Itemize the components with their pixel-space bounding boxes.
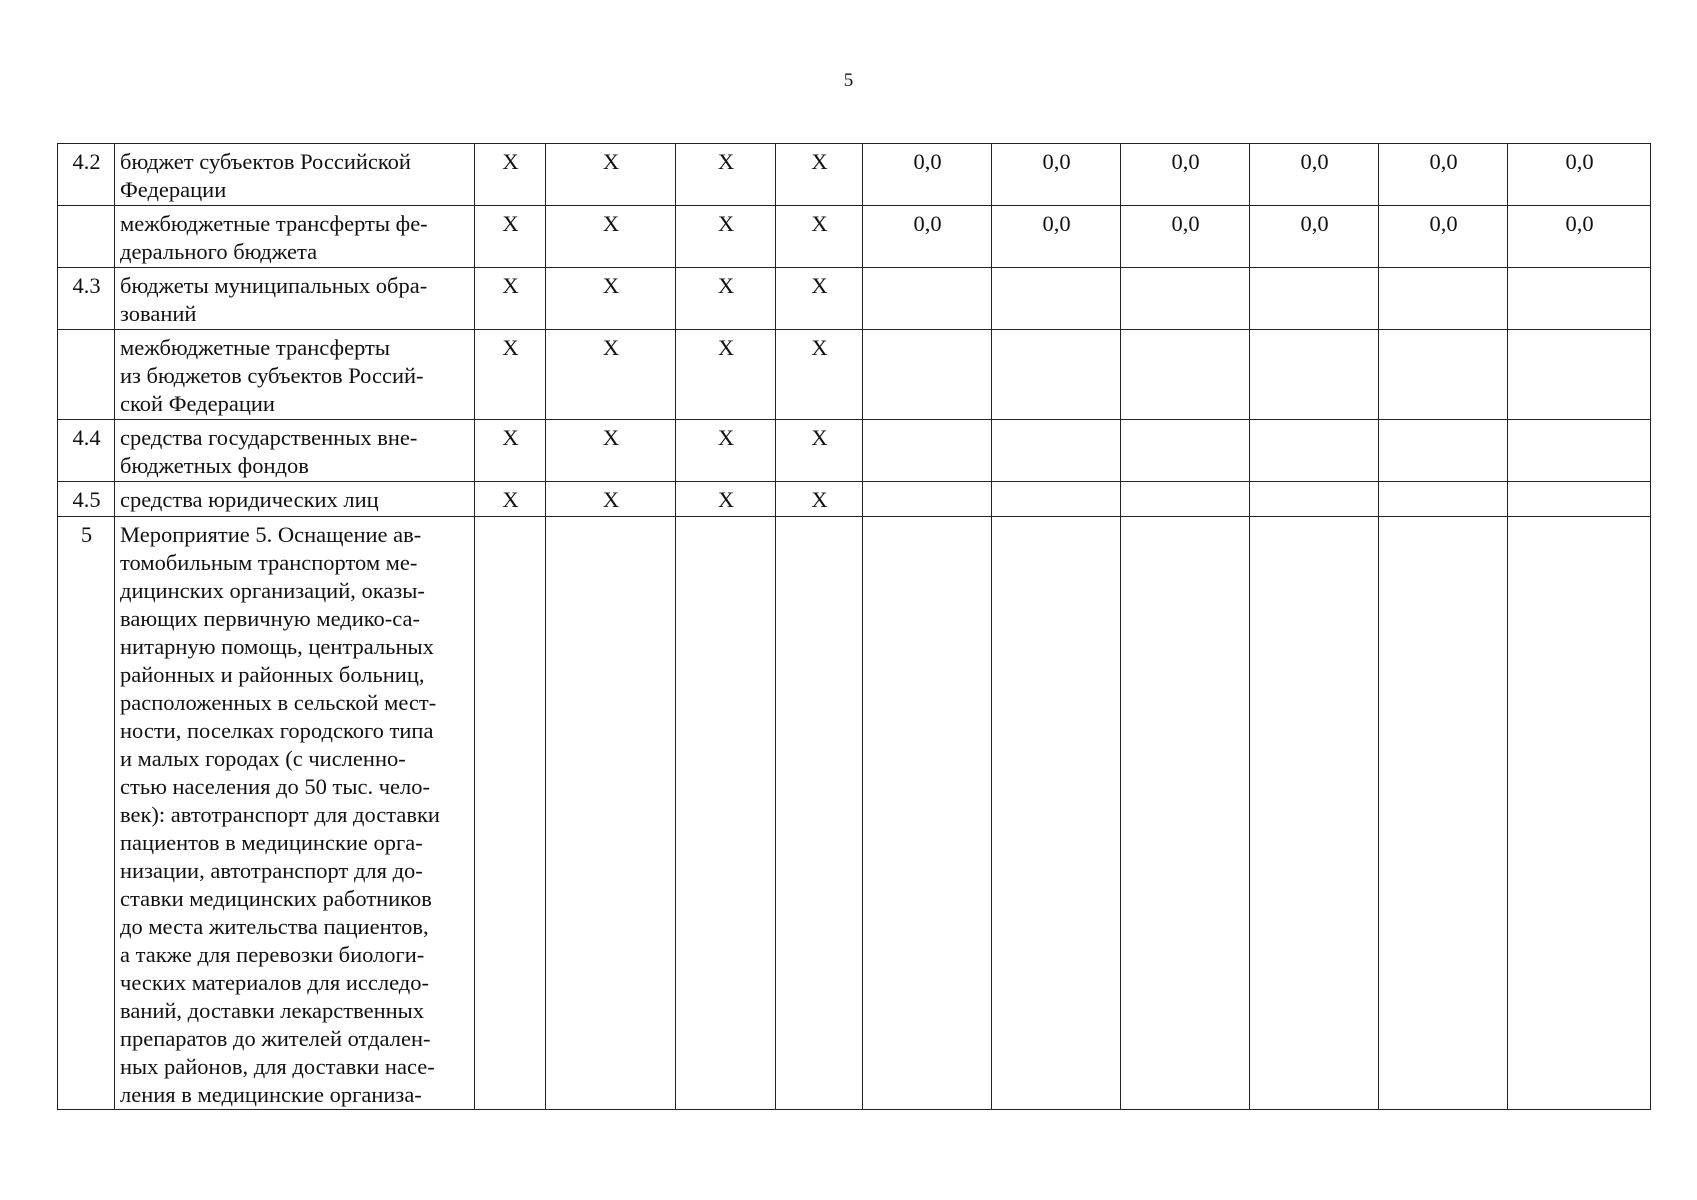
description-line: районных и районных больниц,: [120, 662, 425, 687]
value-cell: [1379, 420, 1508, 482]
value-cell: [1508, 330, 1651, 420]
row-description: [115, 268, 475, 330]
description-line: ческих материалов для исследо-: [120, 970, 429, 995]
x-mark-cell: X: [776, 420, 863, 482]
value-cell: [1250, 268, 1379, 330]
value-cell: [1379, 268, 1508, 330]
description-line: расположенных в сельской мест-: [120, 690, 437, 715]
row-number: [58, 206, 115, 268]
description-line: вающих первичную медико-са-: [120, 606, 421, 631]
value-cell: [1250, 482, 1379, 517]
row-number: 4.2: [58, 144, 115, 206]
value-cell: 0,0: [1121, 206, 1250, 268]
value-cell: [1121, 420, 1250, 482]
value-cell: [992, 517, 1121, 1110]
description-line: томобильным транспортом ме-: [120, 550, 418, 575]
value-cell: [1379, 517, 1508, 1110]
value-cell: [1379, 330, 1508, 420]
x-mark-cell: X: [676, 420, 776, 482]
description-line: низации, автотранспорт для до-: [120, 858, 423, 883]
description-line: ской Федерации: [120, 391, 275, 416]
row-number: 4.5: [58, 482, 115, 517]
x-mark-cell: X: [546, 482, 676, 517]
x-mark-cell: X: [546, 420, 676, 482]
value-cell: [1508, 517, 1651, 1110]
x-mark-cell: [676, 517, 776, 1110]
description-line: из бюджетов субъектов Россий-: [120, 363, 424, 388]
description-line: ления в медицинские организа-: [120, 1082, 422, 1107]
value-cell: 0,0: [1121, 144, 1250, 206]
value-cell: [992, 482, 1121, 517]
description-line: средства государственных вне-: [120, 425, 418, 450]
value-cell: [863, 268, 992, 330]
description-line: ных районов, для доставки насе-: [120, 1054, 435, 1079]
x-mark-cell: X: [676, 482, 776, 517]
description-line: Мероприятие 5. Оснащение ав-: [120, 522, 422, 547]
value-cell: [863, 482, 992, 517]
description-line: дицинских организаций, оказы-: [120, 578, 425, 603]
value-cell: 0,0: [1379, 206, 1508, 268]
row-description: [115, 330, 475, 420]
description-line: средства юридических лиц: [120, 487, 379, 512]
row-number: 4.4: [58, 420, 115, 482]
value-cell: [1121, 517, 1250, 1110]
value-cell: 0,0: [1250, 206, 1379, 268]
value-cell: [863, 517, 992, 1110]
value-cell: 0,0: [1508, 144, 1651, 206]
value-cell: 0,0: [1379, 144, 1508, 206]
funding-table: [57, 143, 1651, 1110]
description-line: межбюджетные трансферты: [120, 335, 390, 360]
value-cell: [1508, 420, 1651, 482]
table-row: [58, 482, 1651, 517]
x-mark-cell: X: [676, 268, 776, 330]
value-cell: [1121, 330, 1250, 420]
row-number: 4.3: [58, 268, 115, 330]
row-description: [115, 144, 475, 206]
page-number: 5: [843, 70, 854, 91]
x-mark-cell: X: [676, 330, 776, 420]
x-mark-cell: X: [546, 268, 676, 330]
description-line: пациентов в медицинские орга-: [120, 830, 423, 855]
value-cell: [1250, 420, 1379, 482]
table-body: [58, 144, 1651, 1110]
table-row: [58, 206, 1651, 268]
description-line: нитарную помощь, центральных: [120, 634, 434, 659]
x-mark-cell: X: [776, 206, 863, 268]
value-cell: [1121, 482, 1250, 517]
description-line: зований: [120, 301, 197, 326]
description-line: дерального бюджета: [120, 239, 318, 264]
description-line: ставки медицинских работников: [120, 886, 432, 911]
value-cell: [992, 420, 1121, 482]
value-cell: 0,0: [1250, 144, 1379, 206]
x-mark-cell: X: [475, 268, 546, 330]
row-description: [115, 206, 475, 268]
description-line: Федерации: [120, 177, 227, 202]
x-mark-cell: X: [475, 206, 546, 268]
value-cell: 0,0: [863, 144, 992, 206]
value-cell: [992, 330, 1121, 420]
description-line: межбюджетные трансферты фе-: [120, 211, 428, 236]
value-cell: [1121, 268, 1250, 330]
value-cell: 0,0: [992, 206, 1121, 268]
table-row: [58, 420, 1651, 482]
row-number: 5: [58, 517, 115, 1110]
value-cell: 0,0: [992, 144, 1121, 206]
value-cell: [1508, 268, 1651, 330]
x-mark-cell: [546, 517, 676, 1110]
description-line: ности, поселках городского типа: [120, 718, 434, 743]
description-line: бюджет субъектов Российской: [120, 149, 411, 174]
table-row: [58, 268, 1651, 330]
row-number: [58, 330, 115, 420]
value-cell: [863, 420, 992, 482]
x-mark-cell: X: [776, 268, 863, 330]
row-description: [115, 482, 475, 517]
description-line: препаратов до жителей отдален-: [120, 1026, 431, 1051]
x-mark-cell: X: [776, 144, 863, 206]
description-line: век): автотранспорт для доставки: [120, 802, 440, 827]
description-line: стью населения до 50 тыс. чело-: [120, 774, 430, 799]
x-mark-cell: X: [475, 330, 546, 420]
x-mark-cell: X: [776, 482, 863, 517]
value-cell: [1508, 482, 1651, 517]
table-row: [58, 330, 1651, 420]
x-mark-cell: X: [475, 482, 546, 517]
value-cell: [1379, 482, 1508, 517]
x-mark-cell: X: [676, 144, 776, 206]
x-mark-cell: [475, 517, 546, 1110]
description-line: бюджеты муниципальных обра-: [120, 273, 428, 298]
description-line: ваний, доставки лекарственных: [120, 998, 425, 1023]
table-row: [58, 517, 1651, 1110]
description-line: бюджетных фондов: [120, 453, 309, 478]
row-description: [115, 420, 475, 482]
x-mark-cell: X: [475, 144, 546, 206]
description-line: и малых городах (с численно-: [120, 746, 406, 771]
value-cell: 0,0: [1508, 206, 1651, 268]
description-line: а также для перевозки биологи-: [120, 942, 425, 967]
value-cell: [992, 268, 1121, 330]
x-mark-cell: X: [676, 206, 776, 268]
table-row: [58, 144, 1651, 206]
x-mark-cell: [776, 517, 863, 1110]
x-mark-cell: X: [776, 330, 863, 420]
value-cell: [1250, 517, 1379, 1110]
description-line: до места жительства пациентов,: [120, 914, 429, 939]
value-cell: [1250, 330, 1379, 420]
x-mark-cell: X: [546, 206, 676, 268]
x-mark-cell: X: [475, 420, 546, 482]
row-description: [115, 517, 475, 1110]
value-cell: 0,0: [863, 206, 992, 268]
value-cell: [863, 330, 992, 420]
x-mark-cell: X: [546, 330, 676, 420]
x-mark-cell: X: [546, 144, 676, 206]
